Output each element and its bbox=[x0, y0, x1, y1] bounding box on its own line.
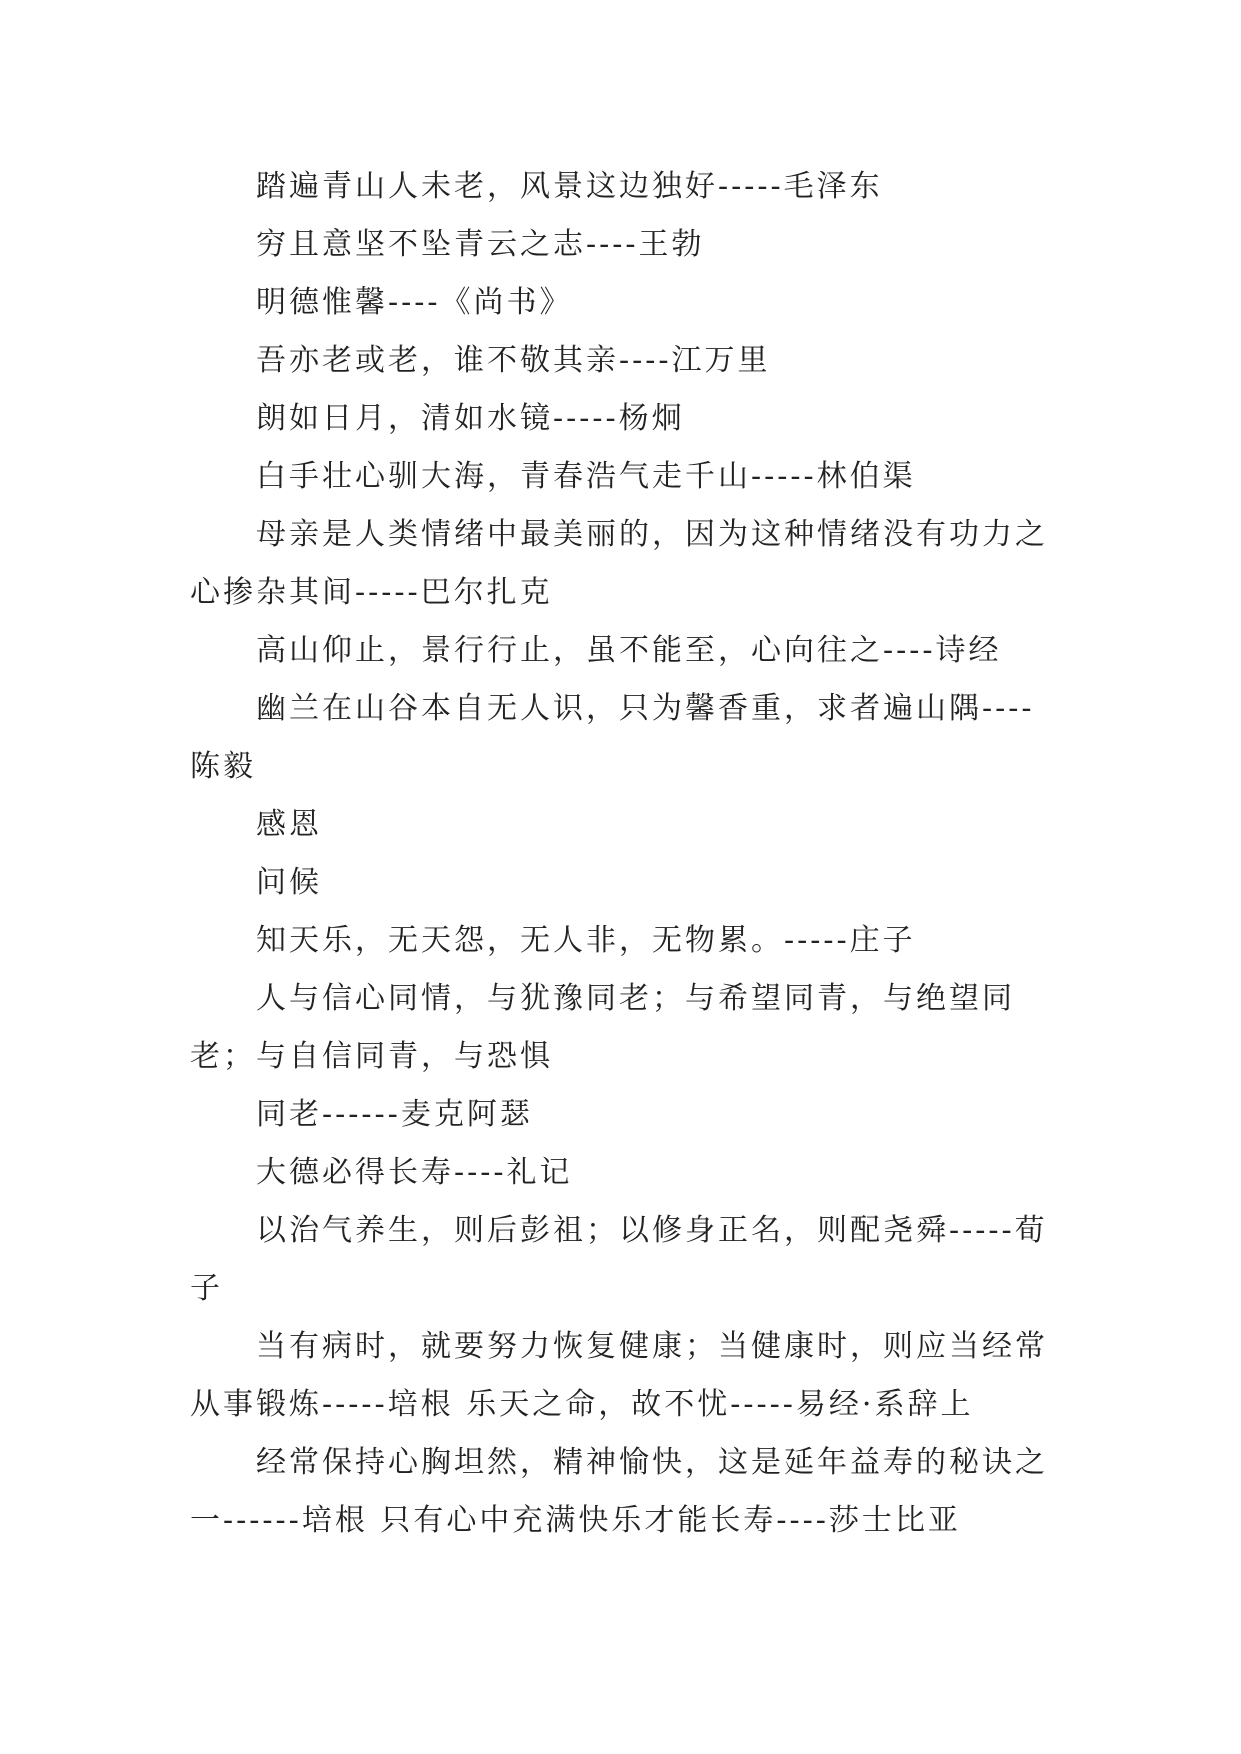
paragraph: 穷且意坚不坠青云之志----王勃 bbox=[256, 227, 705, 262]
paragraph: 大德必得长寿----礼记 bbox=[256, 1155, 573, 1190]
paragraph: 同老------麦克阿瑟 bbox=[256, 1097, 533, 1132]
paragraph: 知天乐，无天怨，无人非，无物累。-----庄子 bbox=[256, 923, 916, 958]
paragraph: 幽兰在山谷本自无人识，只为馨香重，求者遍山隅----陈毅 bbox=[190, 691, 1035, 784]
paragraph: 人与信心同情，与犹豫同老；与希望同青，与绝望同老；与自信同青，与恐惧 bbox=[190, 981, 1015, 1074]
paragraph: 高山仰止，景行行止，虽不能至，心向往之----诗经 bbox=[256, 633, 1002, 668]
paragraph: 感恩 bbox=[256, 807, 322, 842]
paragraph: 经常保持心胸坦然，精神愉快，这是延年益寿的秘诀之一------培根 只有心中充满快乐才能长寿----莎士比亚 bbox=[190, 1445, 1048, 1538]
paragraph: 吾亦老或老，谁不敬其亲----江万里 bbox=[256, 343, 771, 378]
paragraph: 问候 bbox=[256, 865, 322, 900]
paragraph: 以治气养生，则后彭祖；以修身正名，则配尧舜-----荀子 bbox=[190, 1213, 1048, 1306]
paragraph: 朗如日月，清如水镜-----杨炯 bbox=[256, 401, 685, 436]
document-body bbox=[190, 158, 1050, 1550]
paragraph: 白手壮心驯大海，青春浩气走千山-----林伯渠 bbox=[256, 459, 916, 494]
paragraph: 踏遍青山人未老，风景这边独好-----毛泽东 bbox=[256, 169, 883, 204]
paragraph: 母亲是人类情绪中最美丽的，因为这种情绪没有功力之心掺杂其间-----巴尔扎克 bbox=[190, 517, 1048, 610]
paragraph: 当有病时，就要努力恢复健康；当健康时，则应当经常从事锻炼-----培根 乐天之命，故不忧-----易经·系辞上 bbox=[190, 1329, 1048, 1422]
paragraph: 明德惟馨----《尚书》 bbox=[256, 285, 573, 320]
